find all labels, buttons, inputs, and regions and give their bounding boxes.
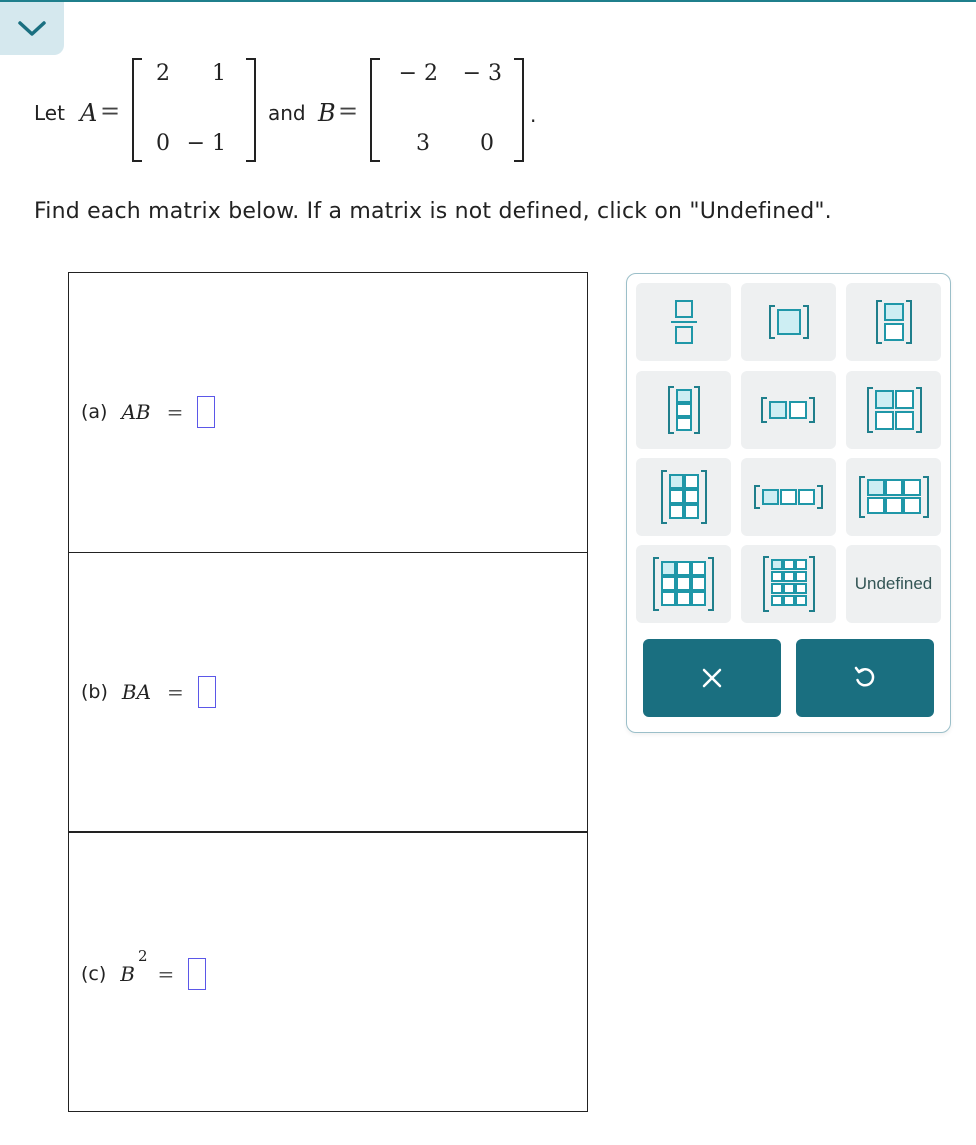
answer-input-b-squared[interactable]: [188, 958, 206, 990]
matrix-1x3-icon: [753, 483, 825, 511]
matrix-a-cell: − 1: [186, 131, 226, 156]
answer-table: [68, 272, 588, 1112]
matrix-3x1-icon: [667, 385, 701, 435]
matrix-4x3-button[interactable]: [741, 545, 836, 623]
matrix-b-name: B: [318, 99, 336, 127]
matrix-a-cell: 2: [156, 61, 170, 86]
let-text: Let: [34, 101, 65, 125]
period: .: [530, 103, 537, 127]
math-palette: [626, 273, 951, 733]
matrix-3x3-icon: [652, 556, 716, 612]
part-label: (b): [81, 680, 108, 703]
collapse-toggle[interactable]: [0, 2, 64, 55]
exponent: 2: [137, 947, 148, 965]
matrix-a-cell: 0: [156, 131, 170, 156]
answer-input-ba[interactable]: [198, 676, 216, 708]
part-label: (c): [81, 963, 107, 985]
answer-row-c: [68, 831, 588, 1112]
part-label: (a): [81, 401, 108, 423]
undo-button[interactable]: [796, 639, 934, 717]
answer-input-ab[interactable]: [197, 396, 215, 428]
matrix-4x3-icon: [762, 555, 816, 613]
undefined-button[interactable]: [846, 545, 941, 623]
answer-row-a: [68, 272, 588, 553]
fraction-icon: [669, 299, 699, 345]
matrix-b-cell: 0: [480, 131, 494, 156]
equals-sign: =: [157, 962, 175, 986]
equals-sign: =: [100, 97, 121, 125]
matrix-2x2-icon: [865, 385, 923, 435]
answer-line: [81, 396, 215, 428]
top-accent-line: [0, 0, 976, 2]
matrix-1x2-icon: [760, 395, 818, 425]
matrix-3x2-icon: [660, 469, 708, 525]
expression: BA: [121, 679, 152, 704]
matrix-1x1-icon: [767, 302, 811, 342]
matrix-1x1-button[interactable]: [741, 283, 836, 361]
matrix-b-cell: − 3: [462, 61, 502, 86]
answer-row-b: [68, 552, 588, 833]
matrix-3x2-button[interactable]: [636, 458, 731, 536]
equals-sign: =: [167, 679, 184, 704]
equals-sign: =: [166, 400, 184, 424]
matrix-3x1-button[interactable]: [636, 371, 731, 449]
expression: B: [120, 962, 135, 986]
close-icon: [701, 667, 723, 689]
matrix-3x3-button[interactable]: [636, 545, 731, 623]
and-text: and: [268, 101, 306, 125]
chevron-down-icon: [17, 20, 47, 38]
answer-line: [81, 947, 206, 990]
matrix-b-cell: − 2: [398, 61, 438, 86]
matrix-2x3-icon: [858, 474, 930, 520]
matrix-b-cell: 3: [416, 131, 430, 156]
equals-sign: =: [338, 97, 359, 125]
matrix-a-cell: 1: [212, 61, 226, 86]
matrix-a-name: A: [80, 99, 98, 127]
matrix-2x2-button[interactable]: [846, 371, 941, 449]
instruction-text: Find each matrix below. If a matrix is not defined, click on "Undefined".: [34, 199, 832, 224]
undefined-label: Undefined: [854, 574, 933, 593]
matrix-2x3-button[interactable]: [846, 458, 941, 536]
matrix-b-right-bracket: [512, 57, 526, 163]
undo-icon: [852, 665, 878, 691]
clear-button[interactable]: [643, 639, 781, 717]
matrix-1x2-button[interactable]: [741, 371, 836, 449]
matrix-2x1-button[interactable]: [846, 283, 941, 361]
answer-line: [81, 676, 216, 708]
matrix-2x1-icon: [874, 298, 914, 346]
matrix-1x3-button[interactable]: [741, 458, 836, 536]
fraction-button[interactable]: [636, 283, 731, 361]
matrix-a-right-bracket: [244, 57, 258, 163]
expression: AB: [121, 400, 151, 424]
problem-statement: [34, 55, 634, 165]
